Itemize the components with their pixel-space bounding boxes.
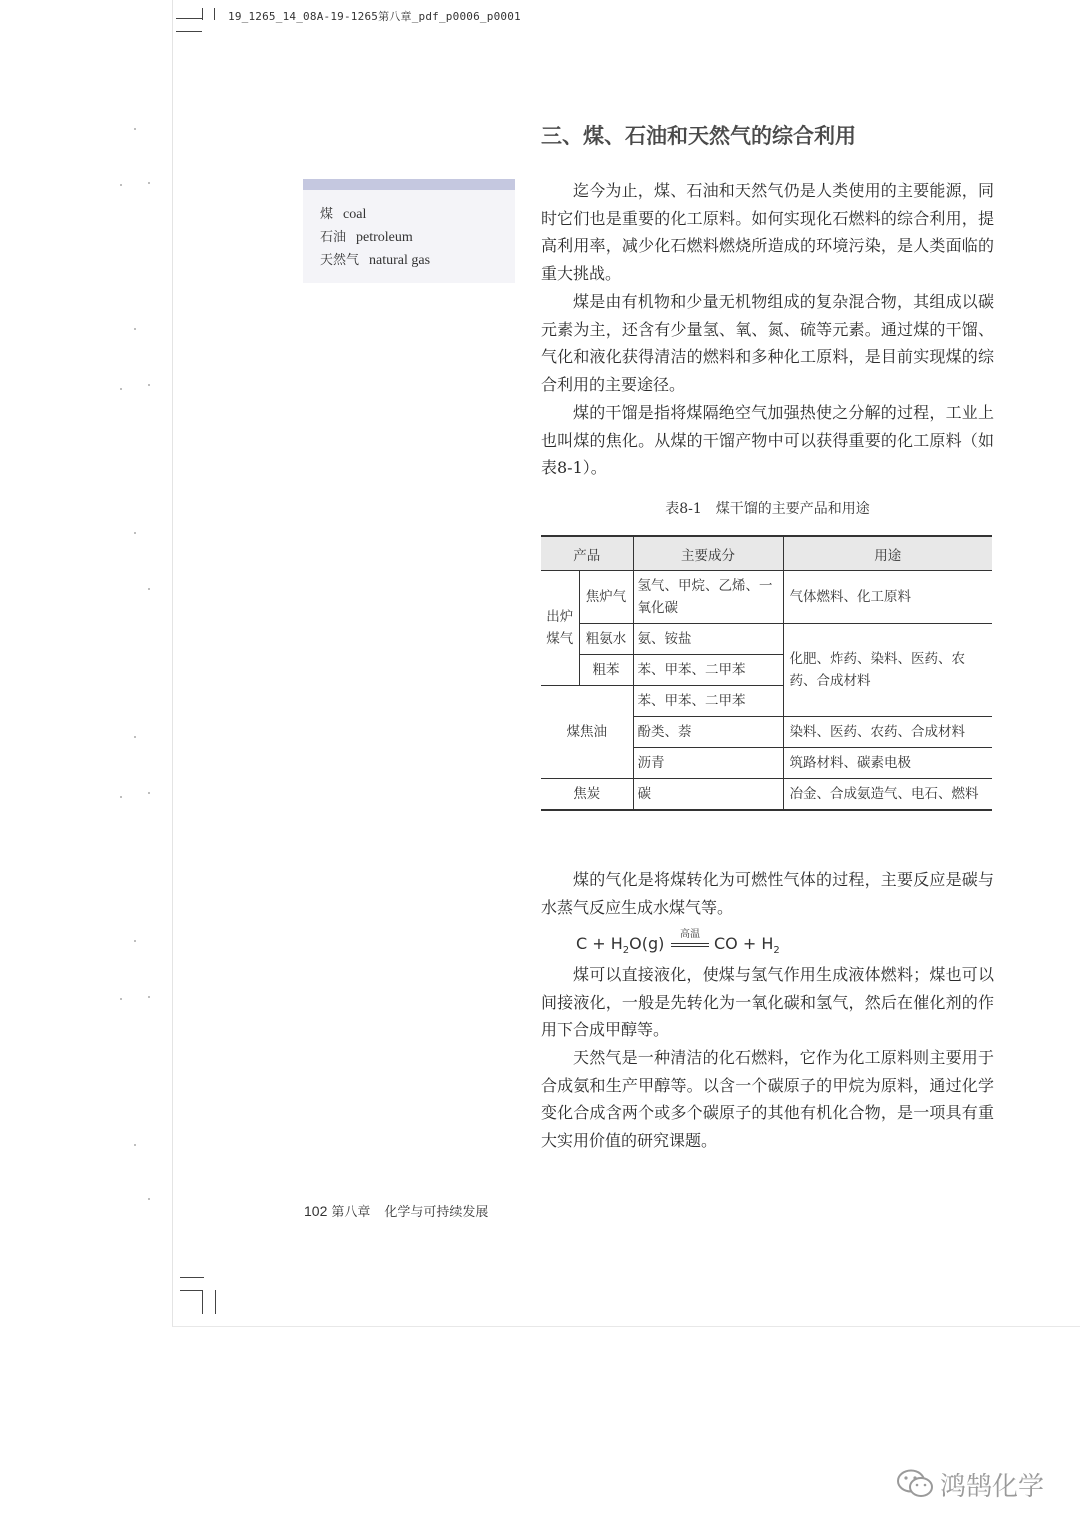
table-cell-product: 焦炭 bbox=[573, 786, 601, 802]
equation-products: CO + $H_2$ bbox=[714, 934, 780, 957]
table-cell-group: 出炉煤气 bbox=[541, 571, 579, 686]
crop-mark-top-v2 bbox=[214, 8, 215, 20]
vocab-item bbox=[303, 249, 515, 272]
crop-mark-top-line bbox=[176, 31, 202, 32]
margin-dot bbox=[120, 184, 122, 186]
table-cell-components: 碳 bbox=[633, 779, 783, 811]
crop-mark-top-v bbox=[202, 8, 203, 20]
table-cell-components: 氢气、甲烷、乙烯、一氧化碳 bbox=[633, 571, 783, 624]
table-row bbox=[541, 624, 992, 655]
margin-dot bbox=[120, 998, 122, 1000]
table-cell-usage: 染料、医药、农药、合成材料 bbox=[783, 717, 992, 748]
table-cell-components: 苯、甲苯、二甲苯 bbox=[633, 686, 783, 717]
table-cell-components: 苯、甲苯、二甲苯 bbox=[633, 655, 783, 686]
table-header-row bbox=[541, 536, 992, 571]
margin-dot bbox=[148, 384, 150, 386]
table-cell-usage: 化肥、炸药、染料、医药、农药、合成材料 bbox=[783, 624, 992, 717]
margin-dot bbox=[148, 1198, 150, 1200]
table-cell-product: 粗氨水 bbox=[579, 624, 633, 655]
margin-dot bbox=[134, 532, 136, 534]
table-cell-usage: 筑路材料、碳素电极 bbox=[783, 748, 992, 779]
page-footer bbox=[304, 1201, 488, 1220]
crop-mark-bottom bbox=[180, 1277, 204, 1278]
watermark-text: 鸿鹄化学 bbox=[940, 1472, 1045, 1502]
table-cell-components: 沥青 bbox=[633, 748, 783, 779]
table-cell-components: 酚类、萘 bbox=[633, 717, 783, 748]
equation-condition: 高温 bbox=[680, 929, 700, 940]
paragraph-gasification: 煤的气化是将煤转化为可燃性气体的过程，主要反应是碳与水蒸气反应生成水煤气等。 bbox=[541, 870, 994, 917]
margin-dot bbox=[148, 182, 150, 184]
crop-mark-bottom-v bbox=[202, 1290, 203, 1314]
products-table bbox=[541, 535, 992, 811]
table-cell-product: 煤焦油 bbox=[541, 686, 633, 779]
paragraph-intro: 迄今为止，煤、石油和天然气仍是人类使用的主要能源，同时它们也是重要的化工原料。如何实现化石燃料的综合利用，提高利用率，减少化石燃料燃烧所造成的环境污染，是人类面临的重大挑战。 bbox=[541, 181, 994, 284]
vocab-en: natural gas bbox=[369, 253, 431, 268]
table-row bbox=[541, 779, 992, 811]
crop-mark-bottom-h bbox=[180, 1290, 202, 1291]
crop-mark-top bbox=[176, 18, 202, 19]
table-cell-usage: 气体燃料、化工原料 bbox=[783, 571, 992, 624]
margin-dot bbox=[134, 328, 136, 330]
vocab-en: petroleum bbox=[356, 230, 413, 245]
footer-chapter: 第八章 bbox=[331, 1205, 371, 1220]
table-row bbox=[541, 571, 992, 624]
vocab-en: coal bbox=[343, 207, 367, 222]
margin-dot bbox=[134, 736, 136, 738]
vocab-item bbox=[303, 203, 515, 226]
equation-reactants: $C + H_2O(g)$ bbox=[576, 934, 665, 957]
margin-dot bbox=[148, 792, 150, 794]
wechat-icon bbox=[896, 1468, 934, 1500]
vocab-item bbox=[303, 226, 515, 249]
margin-dot bbox=[120, 796, 122, 798]
chemical-equation bbox=[576, 930, 796, 960]
table-caption: 表8-1 煤干馏的主要产品和用途 bbox=[665, 501, 870, 517]
footer-chapter-title: 化学与可持续发展 bbox=[384, 1205, 489, 1220]
margin-dot bbox=[120, 388, 122, 390]
paragraph-natural-gas: 天然气是一种清洁的化石燃料，它作为化工原料则主要用于合成氨和生产甲醇等。以含一个碳原子的甲烷为原料，通过化学变化合成含两个或多个碳原子的其他有机化合物，是一项具有重大实用价值的研究课题。 bbox=[541, 1048, 994, 1151]
file-header: 19_1265_14_08A-19-1265第八章_pdf_p0006_p0001 bbox=[228, 10, 521, 23]
margin-dot bbox=[134, 1144, 136, 1146]
table-cell-product: 粗苯 bbox=[579, 655, 633, 686]
vocab-bar bbox=[303, 179, 515, 190]
margin-dot bbox=[134, 940, 136, 942]
equation-arrow bbox=[671, 930, 709, 947]
margin-dot bbox=[134, 128, 136, 130]
paragraph-liquefaction: 煤可以直接液化，使煤与氢气作用生成液体燃料；煤也可以间接液化，一般是先转化为一氧化碳和氢气，然后在催化剂的作用下合成甲醇等。 bbox=[541, 965, 994, 1040]
paragraph-dry-distillation: 煤的干馏是指将煤隔绝空气加强热使之分解的过程，工业上也叫煤的焦化。从煤的干馏产物中可以获得重要的化工原料（如表8-1）。 bbox=[541, 403, 994, 478]
vocab-zh: 石油 bbox=[320, 230, 347, 245]
page-number: 102 bbox=[304, 1203, 328, 1219]
vocab-zh: 天然气 bbox=[320, 253, 360, 268]
margin-dot bbox=[148, 588, 150, 590]
table-cell-components: 氨、铵盐 bbox=[633, 624, 783, 655]
vocab-zh: 煤 bbox=[320, 207, 334, 222]
table-cell-usage: 冶金、合成氨造气、电石、燃料 bbox=[783, 779, 992, 811]
paragraph-coal-composition: 煤是由有机物和少量无机物组成的复杂混合物，其组成以碳元素为主，还含有少量氢、氧、氮、硫等元素。通过煤的干馏、气化和液化获得清洁的燃料和多种化工原料，是目前实现煤的综合利用的主要途径。 bbox=[541, 292, 994, 395]
table-header: 用途 bbox=[783, 536, 992, 571]
section-title: 三、煤、石油和天然气的综合利用 bbox=[541, 124, 856, 148]
table-header: 主要成分 bbox=[633, 536, 783, 571]
table-cell-product: 焦炉气 bbox=[579, 571, 633, 624]
crop-mark-bottom-v2 bbox=[215, 1290, 216, 1314]
table-header: 产品 bbox=[541, 536, 633, 571]
margin-dot bbox=[148, 996, 150, 998]
vocab-sidebar bbox=[303, 179, 515, 283]
